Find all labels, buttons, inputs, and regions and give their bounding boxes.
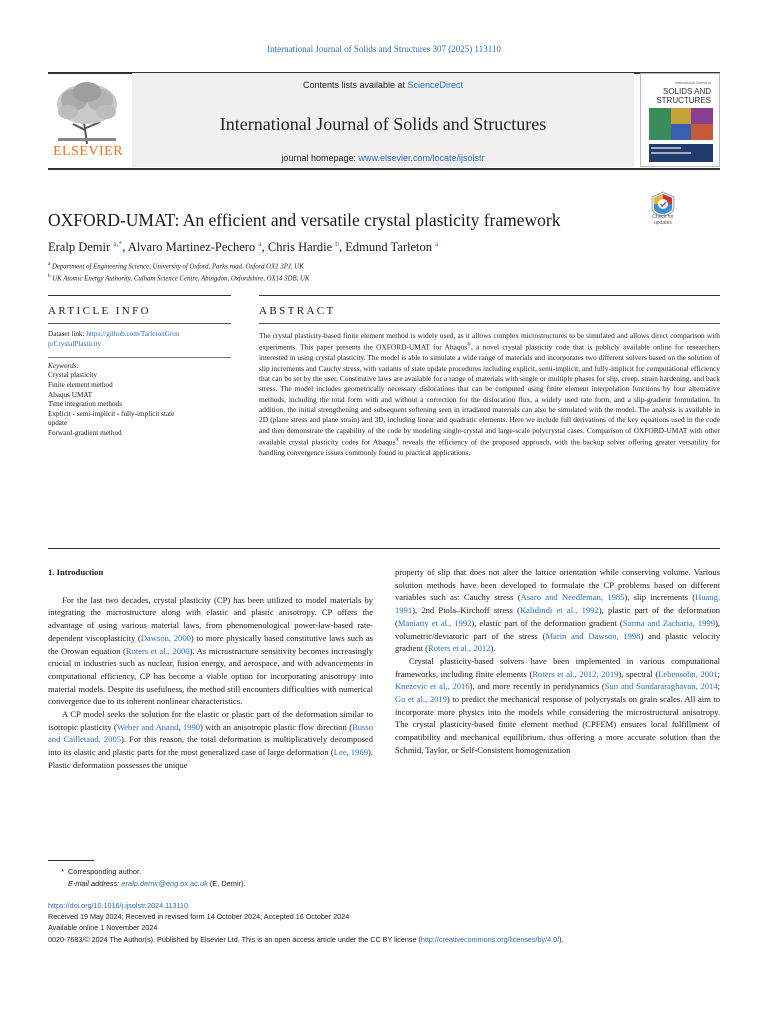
- keywords-rule: [48, 357, 231, 358]
- keyword: Explicit - semi-implicit - fully-implicit state: [48, 409, 175, 418]
- available-online: Available online 1 November 2024: [48, 923, 158, 933]
- body-column-right: [395, 566, 720, 757]
- paragraph-text: ), plastic part of the deformation (: [395, 605, 720, 628]
- abstract-bottom-rule: [48, 548, 720, 549]
- article-info-panel: [48, 330, 231, 439]
- section-heading-introduction: 1. Introduction: [48, 567, 104, 577]
- author-affiliation-marker[interactable]: a,*: [113, 239, 123, 248]
- registered-mark: ®: [467, 343, 471, 349]
- sciencedirect-link[interactable]: ScienceDirect: [407, 80, 464, 90]
- body-column-left: [48, 566, 373, 772]
- author-separator: ,: [122, 240, 128, 255]
- dataset-label: Dataset link:: [48, 330, 87, 338]
- paragraph-text: ) to predict the mechanical response of polycrystals on grain scales. All aim to incorporate more physics into the models while considering the microstructural anisotropy. The crystal plasticity-based finite element method (CPFEM) ensures local fulfillment of compatibility and mechanical equilibrium, thus offering a more accurate solution than the Schmid, Taylor, or Self-Consistent homogenization: [395, 694, 721, 755]
- citation-link[interactable]: Sarma and Zacharia, 1999: [622, 617, 715, 628]
- keyword: Abaqus UMAT: [48, 390, 93, 399]
- article-title: OXFORD-UMAT: An efficient and versatile crystal plasticity framework: [48, 210, 561, 230]
- contents-prefix: Contents lists available at: [302, 80, 408, 90]
- doi-link[interactable]: https://doi.org/10.1016/j.ijsolstr.2024.113110: [48, 901, 188, 910]
- author-list: [48, 239, 438, 255]
- article-info-sub-rule: [48, 323, 231, 324]
- journal-citation-header[interactable]: International Journal of Solids and Structures 307 (2025) 113110: [267, 44, 501, 54]
- paragraph-text: ;: [717, 668, 720, 679]
- citation-link[interactable]: Lebensohn, 2001: [658, 668, 718, 679]
- received-dates: Received 19 May 2024; Received in revised form 14 October 2024; Accepted 16 October 2024: [48, 912, 350, 922]
- dataset-link[interactable]: https://github.com/TarletonGrou: [86, 330, 180, 338]
- dataset-link-continued[interactable]: p/CrystalPlasticity: [48, 339, 102, 348]
- journal-title: International Journal of Solids and Structures: [219, 114, 547, 134]
- paragraph-text: Crystal plasticity-based solvers have been implemented in various computational frameworks, including finite elements (: [395, 655, 720, 679]
- affiliations: [48, 260, 309, 285]
- cover-title-line-1: SOLIDS AND: [662, 87, 711, 96]
- license-line: 0020-7683/© 2024 The Author(s). Published by Elsevier Ltd. This is an open access article under the CC BY license (http://creativecommons.org/licenses/by/4.0/).: [48, 934, 564, 944]
- paragraph-text: ), elastic part of the deformation gradient (: [471, 617, 623, 628]
- contents-lists-line: [132, 80, 634, 90]
- footnote-rule: [48, 860, 94, 861]
- intro-paragraph-3: [395, 566, 720, 655]
- author-name[interactable]: Alvaro Martinez-Pechero: [127, 240, 256, 255]
- corresponding-author-footnote: [48, 866, 246, 890]
- paragraph-text: ;: [717, 681, 720, 692]
- paragraph-text: ), volumetric/deviatoric part of the stress (: [395, 617, 720, 641]
- paragraph-text: ) to more physically based constitutive laws such as the Orowan equation (: [48, 632, 373, 656]
- author-affiliation-marker[interactable]: b: [335, 239, 339, 248]
- author-affiliation-marker[interactable]: a: [258, 239, 262, 248]
- paragraph-text: ). For this reason, the total deformation is multiplicatively decomposed into its elastic and plastic parts for the most generalized case of large deformation (: [48, 734, 373, 758]
- article-history: [48, 900, 564, 945]
- check-updates-line-2: updates: [654, 220, 672, 226]
- footnote-email-label: E-mail address:: [68, 879, 122, 888]
- citation-link[interactable]: Busso and Cailletaud, 2005: [48, 721, 373, 745]
- abstract-sub-rule: [259, 323, 720, 324]
- abstract-heading: ABSTRACT: [259, 305, 336, 317]
- journal-cover-thumbnail[interactable]: [640, 73, 720, 167]
- author-name[interactable]: Eralp Demir: [48, 240, 111, 255]
- journal-homepage-link[interactable]: www.elsevier.com/locate/ijsolstr: [358, 153, 485, 163]
- abstract-top-rule: [259, 295, 720, 296]
- citation-link[interactable]: Kalidindi et al., 1992: [519, 605, 599, 616]
- citation-link[interactable]: Roters et al., 2012, 2019: [532, 668, 619, 679]
- footnote-star: *: [61, 867, 64, 876]
- citation-link[interactable]: Marin and Dawson, 1998: [545, 630, 641, 641]
- intro-paragraph-4: [395, 655, 720, 757]
- elsevier-tree-icon: [48, 78, 126, 146]
- paragraph-text: ), spectral (: [618, 668, 659, 679]
- paragraph-text: ,: [178, 721, 183, 732]
- citation-link[interactable]: Lee, 1969: [333, 747, 369, 758]
- author-email-link[interactable]: eralp.demir@eng.ox.ac.uk: [121, 879, 208, 888]
- paragraph-text: ), 2nd Piola–Kirchoff stress (: [412, 605, 520, 616]
- citation-link[interactable]: Roters et al., 2012: [428, 643, 491, 654]
- registered-mark: ®: [395, 437, 400, 443]
- paragraph-text: ). As microstructure sensitivity becomes increasingly crucial in industries such as nuclear, fusion energy, and aerospace, and with advancements in computational efficiency, CP has become a viable option for incorporating anisotropy into material models. Despite its usefulness, the method still encounters difficulties with numerical convergence due to its inherent nonlinear characteristics.: [48, 645, 373, 707]
- keywords-label: Keywords:: [48, 361, 79, 370]
- citation-link[interactable]: Roters et al., 2000: [125, 645, 190, 656]
- footnote-email-suffix: (E. Demir).: [207, 879, 246, 888]
- paragraph-text: ), slip increments (: [624, 592, 696, 603]
- citation-link[interactable]: Huang, 1991: [395, 592, 720, 616]
- masthead-center-panel: [132, 73, 634, 167]
- paragraph-text: ). Plastic deformation possesses the unique: [48, 747, 373, 770]
- license-link[interactable]: http://creativecommons.org/licenses/by/4.0/: [420, 934, 560, 944]
- keyword: Finite element method: [48, 381, 113, 390]
- journal-masthead: [48, 70, 720, 170]
- keyword: update: [48, 419, 68, 428]
- paragraph-text: property of slip that does not alter the lattice orientation while conserving volume. Various solution methods have been developed to formulate the CP problems based on different variables such as: Cauchy stress (: [395, 567, 720, 603]
- masthead-bottom-rule: [48, 168, 720, 170]
- citation-link[interactable]: 1990: [182, 721, 201, 732]
- elsevier-logo[interactable]: [48, 78, 126, 164]
- elsevier-wordmark: ELSEVIER: [52, 144, 124, 159]
- journal-cover-image: [641, 74, 720, 167]
- journal-homepage-line: [132, 153, 634, 163]
- citation-link[interactable]: Asaro and Needleman, 1985: [520, 592, 625, 603]
- author-affiliation-marker[interactable]: a: [435, 239, 439, 248]
- check-for-updates-label[interactable]: [642, 214, 684, 226]
- paragraph-text: For the last two decades, crystal plasticity (CP) has been utilized to model materials by integrating the microstructure along with elastic and plastic anisotropy. CP offers the advantage of using various material laws, from phenomenological power-law-based rate-dependent viscoplasticity (: [48, 594, 373, 643]
- svg-text:International Journal of: International Journal of: [675, 81, 711, 85]
- author-separator: ,: [339, 240, 346, 255]
- affiliation-b: $^b$ UK Atomic Energy Authority, Culham Science Centre, Abingdon, Oxfordshire, OX14 3DB, UK: [48, 274, 310, 283]
- homepage-prefix: journal homepage:: [281, 153, 359, 163]
- paragraph-text: A CP model seeks the solution for the elastic or plastic part of the deformation similar to isotropic plasticity (: [48, 709, 373, 732]
- intro-paragraph-2: [48, 708, 373, 772]
- keyword: Crystal plasticity: [48, 371, 97, 380]
- footnote-corresponding: Corresponding author.: [68, 867, 142, 876]
- citation-link[interactable]: Sun and Sundararaghavan, 2014: [604, 681, 718, 692]
- article-info-heading: ARTICLE INFO: [48, 305, 151, 317]
- author-separator: ,: [261, 240, 268, 255]
- citation-link[interactable]: Weber and Anand: [116, 721, 179, 732]
- citation-link[interactable]: Dawson, 2000: [140, 632, 191, 643]
- paragraph-text: ).: [490, 643, 496, 654]
- citation-link[interactable]: Maniatty et al., 1992: [397, 617, 472, 628]
- paragraph-text: ) and plastic velocity gradient (: [395, 630, 720, 654]
- author-name[interactable]: Chris Hardie: [267, 240, 333, 255]
- keyword: Time integration methods: [48, 400, 123, 409]
- citation-link[interactable]: Gu et al., 2019: [395, 694, 447, 705]
- dataset-link-block: [48, 330, 231, 349]
- citation-link[interactable]: Knezevic et al., 2016: [395, 681, 470, 692]
- check-updates-line-1: Check for: [652, 214, 674, 220]
- keyword: Forward-gradient method: [48, 429, 122, 438]
- abstract-text: The crystal plasticity-based finite element method is widely used, as it allows complex microstructures to be simulated and allows direct comparison with experiments. This paper presents the OXFORD-UMAT for Abaqus®, a novel crystal plasticity code that is publicly available online for researchers interested in using crystal plasticity. The model is able to simulate a wide range of materials and incorporates two different solvers based on the solution of slip increments and Cauchy stress, with variants of state update procedures including explicit, semi-implicit, and fully-implicit for computational efficiency that can be set by the user. Constitutive laws are available for a range of materials with single or multiple phases for slip, creep, strain hardening, and back stress. The model includes geometrically necessary dislocations that can be computed using finite element interpolation functions by four alternative methods, including the total form with and without a correction for the dislocation flux, a widely used rate form, and a slip-gradient formulation. In addition, the initial strengthening and subsequent softening seen in irradiated materials can also be simulated with the model. The analysis is available in 2D (plane stress and plane strain) and 3D, including linear and quadratic elements. Here we include full derivations of the key equations used in the code and then demonstrate the capability of the code by modeling single-crystal and large-scale polycrystal cases. Comparison of OXFORD-UMAT with other available crystal plasticity codes for Abaqus® reveals the efficiency of the proposed approach, with the backup solver offering greater versatility for handling convergence issues commonly found in practical applications.: [259, 331, 720, 457]
- paragraph-text: ), and more recently in peridynamics (: [469, 681, 605, 692]
- article-info-top-rule: [48, 295, 231, 296]
- paragraph-text: ) with an anisotropic plastic flow direction (: [200, 721, 353, 732]
- cover-title-line-2: STRUCTURES: [656, 96, 711, 105]
- author-name[interactable]: Edmund Tarleton: [345, 240, 432, 255]
- affiliation-a: $^a$ Department of Engineering Science, University of Oxford, Parks road, Oxford OX1 3PJ, UK: [48, 262, 304, 271]
- intro-paragraph-1: [48, 594, 373, 708]
